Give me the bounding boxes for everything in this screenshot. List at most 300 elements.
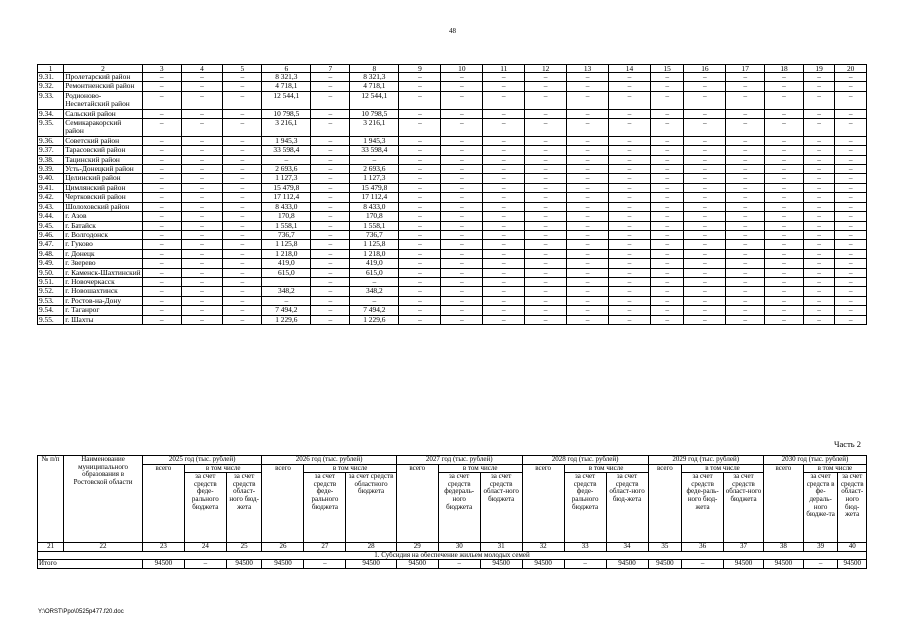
row-number: 9.42. (38, 193, 64, 202)
table-row (38, 259, 867, 268)
empty-cell: – (726, 119, 765, 137)
empty-cell: – (803, 202, 834, 211)
empty-cell: – (142, 259, 181, 268)
municipality-name: г. Каменск-Шахтинский (65, 268, 141, 277)
incl-header: в том числе (184, 464, 262, 473)
empty-cell: – (142, 91, 181, 109)
value-regional: 419,0 (350, 259, 399, 268)
total-value: – (682, 560, 724, 569)
empty-cell: – (803, 230, 834, 239)
empty-cell: – (399, 146, 441, 155)
municipality-name: г. Шахты (64, 315, 143, 324)
table-row (38, 119, 867, 137)
empty-cell: – (726, 193, 765, 202)
empty-cell: – (441, 155, 483, 164)
empty-cell: – (311, 277, 350, 286)
empty-cell: – (441, 268, 483, 277)
col-number: 8 (350, 65, 399, 73)
value-regional: 33 598,4 (350, 146, 399, 155)
table-row (38, 240, 867, 249)
empty-cell: – (441, 73, 483, 82)
row-number: 9.55. (38, 315, 64, 324)
empty-cell: – (835, 193, 867, 202)
empty-cell: – (567, 221, 609, 230)
empty-cell: – (142, 193, 181, 202)
empty-cell: – (726, 240, 765, 249)
empty-cell: – (803, 287, 834, 296)
col-number: 39 (803, 543, 838, 552)
empty-cell: – (650, 230, 684, 239)
empty-cell: – (223, 259, 262, 268)
empty-cell: – (835, 240, 867, 249)
empty-cell: – (835, 315, 867, 324)
empty-cell: – (567, 277, 609, 286)
total-header: всего (648, 464, 682, 543)
table-row (38, 82, 867, 91)
empty-cell: – (181, 296, 223, 305)
empty-cell: – (311, 249, 350, 258)
value-total: 7 494,2 (262, 306, 311, 315)
empty-cell: – (650, 136, 684, 145)
col-number: 3 (142, 65, 181, 73)
row-number: 9.48. (38, 249, 64, 258)
municipality-name: Усть-Донецкий район (64, 165, 143, 174)
empty-cell: – (483, 174, 525, 183)
empty-cell: – (726, 287, 765, 296)
empty-cell: – (726, 146, 765, 155)
table-row (38, 268, 867, 277)
empty-cell: – (765, 202, 804, 211)
empty-cell: – (803, 155, 834, 164)
empty-cell: – (609, 109, 651, 118)
empty-cell: – (311, 119, 350, 137)
empty-cell: – (483, 165, 525, 174)
empty-cell: – (684, 315, 726, 324)
empty-cell: – (181, 73, 223, 82)
file-path: Y:\ORST\Ppo\0525p477.f20.doc (38, 609, 124, 615)
empty-cell: – (311, 91, 350, 109)
empty-cell: – (483, 193, 525, 202)
empty-cell: – (609, 212, 651, 221)
empty-cell: – (567, 230, 609, 239)
empty-cell: – (142, 174, 181, 183)
empty-cell: – (765, 82, 804, 91)
table-row (38, 287, 867, 296)
regional-header: за счет средств област-ного бюд-жета (838, 473, 867, 543)
municipality-name: Тарасовский район (64, 146, 143, 155)
empty-cell: – (726, 212, 765, 221)
empty-cell: – (684, 109, 726, 118)
value-regional: 1 945,3 (350, 136, 399, 145)
empty-cell: – (483, 155, 525, 164)
empty-cell: – (765, 193, 804, 202)
empty-cell: – (609, 259, 651, 268)
col-number: 38 (763, 543, 803, 552)
value-regional: 1 229,6 (350, 315, 399, 324)
empty-cell: – (223, 119, 262, 137)
empty-cell: – (223, 82, 262, 91)
table-row (38, 73, 867, 82)
regional-header: за счет средств област-ного бюд-жета (226, 473, 262, 543)
empty-cell: – (835, 287, 867, 296)
table-row (38, 136, 867, 145)
value-total: 3 216,1 (262, 119, 311, 137)
empty-cell: – (311, 183, 350, 192)
empty-cell: – (765, 287, 804, 296)
municipality-name: Семикаракорский район (64, 119, 143, 137)
empty-cell: – (223, 230, 262, 239)
empty-cell: – (650, 240, 684, 249)
empty-cell: – (181, 91, 223, 109)
empty-cell: – (399, 91, 441, 109)
empty-cell: – (726, 73, 765, 82)
empty-cell: – (525, 91, 567, 109)
empty-cell: – (726, 221, 765, 230)
empty-cell: – (441, 109, 483, 118)
empty-cell: – (609, 296, 651, 305)
value-total: 33 598,4 (262, 146, 311, 155)
empty-cell: – (483, 287, 525, 296)
empty-cell: – (803, 268, 834, 277)
table-row (38, 230, 867, 239)
table-row (38, 155, 867, 164)
year-header: 2027 год (тыс. рублей) (396, 456, 522, 465)
col-number: 21 (38, 543, 64, 552)
col-number: 15 (650, 65, 684, 73)
empty-cell: – (609, 73, 651, 82)
empty-cell: – (311, 259, 350, 268)
total-value: – (184, 560, 226, 569)
empty-cell: – (311, 146, 350, 155)
empty-cell: – (181, 268, 223, 277)
col-number: 25 (226, 543, 262, 552)
empty-cell: – (441, 82, 483, 91)
col-number: 27 (304, 543, 346, 552)
empty-cell: – (181, 230, 223, 239)
value-total: 4 718,1 (262, 82, 311, 91)
empty-cell: – (684, 249, 726, 258)
empty-cell: – (684, 296, 726, 305)
empty-cell: – (684, 91, 726, 109)
municipality-name: Цимлянский район (64, 183, 143, 192)
empty-cell: – (765, 221, 804, 230)
empty-cell: – (726, 230, 765, 239)
empty-cell: – (311, 73, 350, 82)
empty-cell: – (765, 277, 804, 286)
value-total: 10 798,5 (262, 109, 311, 118)
year-header: 2030 год (тыс. рублей) (763, 456, 866, 465)
value-total: 8 433,0 (262, 202, 311, 211)
municipality-name: Ремонтненский район (64, 82, 143, 91)
empty-cell: – (726, 249, 765, 258)
empty-cell: – (803, 165, 834, 174)
empty-cell: – (684, 174, 726, 183)
value-regional: 8 321,3 (350, 73, 399, 82)
empty-cell: – (684, 221, 726, 230)
col-number: 26 (262, 543, 304, 552)
part-label: Часть 2 (834, 439, 862, 449)
incl-header: в том числе (803, 464, 866, 473)
value-regional: 3 216,1 (350, 119, 399, 137)
year-header: 2029 год (тыс. рублей) (648, 456, 763, 465)
empty-cell: – (525, 306, 567, 315)
empty-cell: – (142, 249, 181, 258)
table-row (38, 306, 867, 315)
empty-cell: – (311, 174, 350, 183)
col-number: 17 (726, 65, 765, 73)
empty-cell: – (525, 193, 567, 202)
row-number: 9.51. (38, 277, 64, 286)
municipality-name: Сальский район (64, 109, 143, 118)
empty-cell: – (765, 230, 804, 239)
total-value: 94500 (226, 560, 262, 569)
empty-cell: – (181, 146, 223, 155)
empty-cell: – (311, 202, 350, 211)
empty-cell: – (399, 259, 441, 268)
row-number: 9.34. (38, 109, 64, 118)
empty-cell: – (609, 230, 651, 239)
empty-cell: – (835, 183, 867, 192)
municipality-name: Пролетарский район (64, 73, 143, 82)
empty-cell: – (650, 296, 684, 305)
empty-cell: – (765, 315, 804, 324)
empty-cell: – (525, 230, 567, 239)
empty-cell: – (567, 183, 609, 192)
row-number: 9.37. (38, 146, 64, 155)
empty-cell: – (311, 268, 350, 277)
empty-cell: – (835, 109, 867, 118)
value-total: 1 945,3 (262, 136, 311, 145)
table-row (38, 193, 867, 202)
value-total: 419,0 (262, 259, 311, 268)
empty-cell: – (726, 315, 765, 324)
empty-cell: – (684, 202, 726, 211)
empty-cell: – (483, 119, 525, 137)
value-total: 736,7 (262, 230, 311, 239)
value-regional: 4 718,1 (350, 82, 399, 91)
empty-cell: – (142, 306, 181, 315)
col-number: 9 (399, 65, 441, 73)
empty-cell: – (803, 174, 834, 183)
empty-cell: – (525, 202, 567, 211)
row-number: 9.33. (38, 91, 64, 109)
empty-cell: – (835, 174, 867, 183)
empty-cell: – (684, 259, 726, 268)
value-total: 348,2 (262, 287, 311, 296)
empty-cell: – (223, 202, 262, 211)
empty-cell: – (142, 287, 181, 296)
value-regional: 1 558,1 (350, 221, 399, 230)
empty-cell: – (181, 155, 223, 164)
empty-cell: – (525, 174, 567, 183)
empty-cell: – (483, 221, 525, 230)
empty-cell: – (142, 221, 181, 230)
empty-cell: – (525, 221, 567, 230)
municipality-name: г. Новочеркасск (64, 277, 143, 286)
empty-cell: – (684, 277, 726, 286)
value-total: 170,8 (262, 212, 311, 221)
col-number: 24 (184, 543, 226, 552)
empty-cell: – (223, 183, 262, 192)
value-total: 8 321,3 (262, 73, 311, 82)
col-number: 5 (223, 65, 262, 73)
col-number: 14 (609, 65, 651, 73)
empty-cell: – (765, 306, 804, 315)
value-total: 1 125,8 (262, 240, 311, 249)
empty-cell: – (181, 221, 223, 230)
empty-cell: – (399, 82, 441, 91)
empty-cell: – (835, 119, 867, 137)
value-total: 12 544,1 (262, 91, 311, 109)
empty-cell: – (803, 183, 834, 192)
empty-cell: – (223, 91, 262, 109)
federal-header: за счет средств феде-рального бюджета (304, 473, 346, 543)
empty-cell: – (609, 268, 651, 277)
value-total: 1 558,1 (262, 221, 311, 230)
row-number: 9.40. (38, 174, 64, 183)
empty-cell: – (803, 109, 834, 118)
value-total: 1 218,0 (262, 249, 311, 258)
empty-cell: – (181, 119, 223, 137)
col-number: 22 (64, 543, 143, 552)
empty-cell: – (223, 221, 262, 230)
total-value: – (438, 560, 480, 569)
regional-header: за счет средств област-ного бюджета (724, 473, 764, 543)
total-header: всего (763, 464, 803, 543)
empty-cell: – (765, 155, 804, 164)
empty-cell: – (142, 230, 181, 239)
empty-cell: – (399, 315, 441, 324)
empty-cell: – (803, 259, 834, 268)
federal-header: за счет средств феде-рального бюджета (184, 473, 226, 543)
municipality-name: Чертковский район (64, 193, 143, 202)
empty-cell: – (483, 73, 525, 82)
empty-cell: – (223, 240, 262, 249)
empty-cell: – (803, 221, 834, 230)
col-number: 19 (803, 65, 834, 73)
total-header: всего (522, 464, 564, 543)
empty-cell: – (181, 174, 223, 183)
col-number: 1 (38, 65, 64, 73)
regional-header: за счет средств област-ного бюд-жета (606, 473, 648, 543)
value-regional: – (350, 155, 399, 164)
col-number: 23 (142, 543, 184, 552)
empty-cell: – (803, 277, 834, 286)
empty-cell: – (483, 306, 525, 315)
empty-cell: – (567, 109, 609, 118)
empty-cell: – (399, 240, 441, 249)
value-regional: 1 218,0 (350, 249, 399, 258)
empty-cell: – (609, 165, 651, 174)
total-header: всего (396, 464, 438, 543)
empty-cell: – (181, 287, 223, 296)
empty-cell: – (223, 146, 262, 155)
empty-cell: – (650, 146, 684, 155)
empty-cell: – (142, 277, 181, 286)
empty-cell: – (399, 165, 441, 174)
empty-cell: – (567, 193, 609, 202)
empty-cell: – (483, 146, 525, 155)
value-total: 15 479,8 (262, 183, 311, 192)
empty-cell: – (525, 240, 567, 249)
empty-cell: – (765, 296, 804, 305)
empty-cell: – (525, 136, 567, 145)
empty-cell: – (803, 82, 834, 91)
empty-cell: – (223, 165, 262, 174)
empty-cell: – (223, 268, 262, 277)
empty-cell: – (835, 259, 867, 268)
empty-cell: – (483, 249, 525, 258)
empty-cell: – (567, 91, 609, 109)
empty-cell: – (726, 202, 765, 211)
empty-cell: – (441, 221, 483, 230)
empty-cell: – (399, 136, 441, 145)
table-row (38, 183, 867, 192)
empty-cell: – (483, 259, 525, 268)
empty-cell: – (609, 202, 651, 211)
empty-cell: – (803, 73, 834, 82)
value-regional: 736,7 (350, 230, 399, 239)
empty-cell: – (399, 174, 441, 183)
value-regional: – (350, 296, 399, 305)
year-header: 2028 год (тыс. рублей) (522, 456, 648, 465)
empty-cell: – (223, 315, 262, 324)
value-regional: 615,0 (350, 268, 399, 277)
empty-cell: – (803, 146, 834, 155)
col-number: 7 (311, 65, 350, 73)
empty-cell: – (483, 109, 525, 118)
empty-cell: – (142, 315, 181, 324)
empty-cell: – (483, 136, 525, 145)
empty-cell: – (803, 119, 834, 137)
value-regional: 1 125,8 (350, 240, 399, 249)
empty-cell: – (441, 296, 483, 305)
empty-cell: – (765, 174, 804, 183)
empty-cell: – (142, 136, 181, 145)
empty-cell: – (181, 306, 223, 315)
empty-cell: – (567, 155, 609, 164)
empty-cell: – (223, 277, 262, 286)
empty-cell: – (142, 296, 181, 305)
empty-cell: – (684, 73, 726, 82)
empty-cell: – (483, 230, 525, 239)
row-number: 9.32. (38, 82, 64, 91)
empty-cell: – (441, 193, 483, 202)
table-row (38, 221, 867, 230)
empty-cell: – (803, 296, 834, 305)
empty-cell: – (525, 277, 567, 286)
empty-cell: – (650, 155, 684, 164)
empty-cell: – (567, 82, 609, 91)
empty-cell: – (181, 109, 223, 118)
empty-cell: – (684, 287, 726, 296)
col-number: 35 (648, 543, 682, 552)
empty-cell: – (223, 174, 262, 183)
empty-cell: – (399, 306, 441, 315)
empty-cell: – (835, 155, 867, 164)
empty-cell: – (567, 212, 609, 221)
empty-cell: – (803, 249, 834, 258)
empty-cell: – (311, 212, 350, 221)
empty-cell: – (650, 287, 684, 296)
subsidy-table-part2 (37, 455, 867, 569)
empty-cell: – (650, 82, 684, 91)
municipality-name: Советский район (64, 136, 143, 145)
row-number: 9.35. (38, 119, 64, 137)
empty-cell: – (399, 155, 441, 164)
empty-cell: – (399, 287, 441, 296)
empty-cell: – (441, 230, 483, 239)
